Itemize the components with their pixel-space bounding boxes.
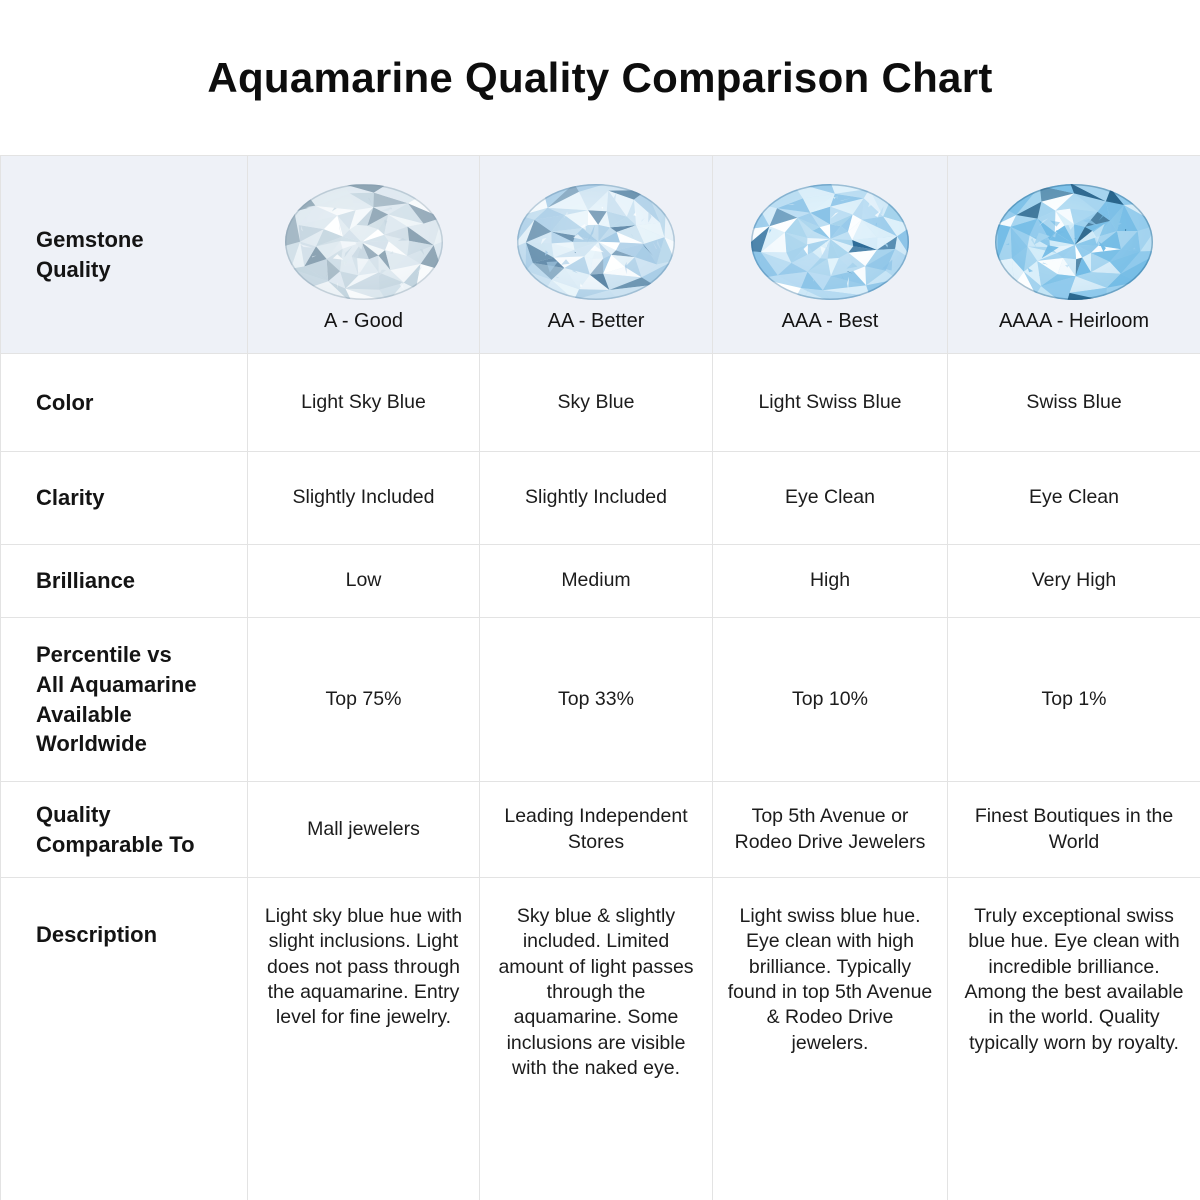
description-cell-a-good: Light sky blue hue with slight inclusions. Light does not pass through the aquamarine. Entry level for fine jewelry. (248, 878, 480, 1200)
percentile-row (1, 618, 1200, 782)
gem-image-a-good (284, 183, 444, 301)
description-cell-aa-better: Sky blue & slightly included. Limited amount of light passes through the aquamarine. Some inclusions are visible with the naked eye. (480, 878, 713, 1200)
gem-image-aa-better (516, 183, 676, 301)
percentile-cell-aaaa-heirloom: Top 1% (948, 618, 1200, 782)
color-cell-aa-better: Sky Blue (480, 354, 713, 452)
grade-label-aaaa-heirloom: AAAA - Heirloom (998, 309, 1150, 332)
clarity-row (1, 452, 1200, 545)
color-cell-aaa-best: Light Swiss Blue (713, 354, 948, 452)
brilliance-cell-aaa-best: High (713, 545, 948, 618)
brilliance-row (1, 545, 1200, 618)
percentile-cell-aa-better: Top 33% (480, 618, 713, 782)
brilliance-cell-aa-better: Medium (480, 545, 713, 618)
grade-cell-aaaa-heirloom (948, 156, 1200, 354)
row-label-description: Description (1, 878, 248, 1200)
comparable-row (1, 782, 1200, 878)
gem-wrap (481, 179, 711, 301)
color-cell-a-good: Light Sky Blue (248, 354, 480, 452)
grade-cell-aaa-best (713, 156, 948, 354)
clarity-cell-aa-better: Slightly Included (480, 452, 713, 545)
gem-image-aaaa-heirloom (994, 183, 1154, 301)
row-label-color: Color (1, 354, 248, 452)
color-cell-aaaa-heirloom: Swiss Blue (948, 354, 1200, 452)
clarity-cell-aaa-best: Eye Clean (713, 452, 948, 545)
header-row (1, 156, 1200, 354)
grade-label-a-good: A - Good (324, 309, 403, 332)
comparable-cell-a-good: Mall jewelers (248, 782, 480, 878)
row-label-brilliance: Brilliance (1, 545, 248, 618)
row-label-comparable: Quality Comparable To (1, 782, 248, 878)
percentile-cell-aaa-best: Top 10% (713, 618, 948, 782)
color-row (1, 354, 1200, 452)
gem-wrap (714, 179, 946, 301)
clarity-cell-a-good: Slightly Included (248, 452, 480, 545)
grade-label-aa-better: AA - Better (547, 309, 645, 332)
gem-image-aaa-best (750, 183, 910, 301)
row-label-clarity: Clarity (1, 452, 248, 545)
brilliance-cell-a-good: Low (248, 545, 480, 618)
grade-cell-aa-better (480, 156, 713, 354)
grade-label-aaa-best: AAA - Best (781, 309, 879, 332)
description-cell-aaa-best: Light swiss blue hue. Eye clean with high brilliance. Typically found in top 5th Avenue & Rodeo Drive jewelers. (713, 878, 948, 1200)
comparison-table (0, 155, 1200, 1200)
comparable-cell-aaaa-heirloom: Finest Boutiques in the World (948, 782, 1200, 878)
gem-wrap (249, 179, 478, 301)
clarity-cell-aaaa-heirloom: Eye Clean (948, 452, 1200, 545)
description-row (1, 878, 1200, 1200)
gem-wrap (949, 179, 1199, 301)
row-label-gemstone-quality: Gemstone Quality (1, 156, 248, 354)
percentile-cell-a-good: Top 75% (248, 618, 480, 782)
title-area (0, 0, 1200, 155)
comparable-cell-aa-better: Leading Independent Stores (480, 782, 713, 878)
grade-cell-a-good (248, 156, 480, 354)
row-label-percentile: Percentile vs All Aquamarine Available Worldwide (1, 618, 248, 782)
comparable-cell-aaa-best: Top 5th Avenue or Rodeo Drive Jewelers (713, 782, 948, 878)
brilliance-cell-aaaa-heirloom: Very High (948, 545, 1200, 618)
page-title: Aquamarine Quality Comparison Chart (207, 53, 993, 101)
description-cell-aaaa-heirloom: Truly exceptional swiss blue hue. Eye clean with incredible brilliance. Among the best available in the world. Quality typically worn by royalty. (948, 878, 1200, 1200)
